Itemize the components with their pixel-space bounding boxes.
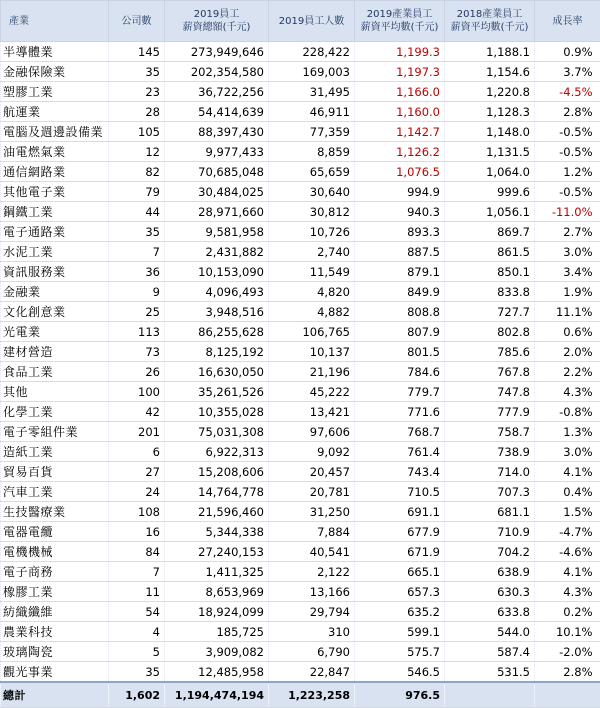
cell-companies: 54: [109, 602, 165, 622]
cell-avg-2019: 1,126.2: [355, 142, 445, 162]
cell-companies: 7: [109, 242, 165, 262]
cell-avg-2018: 785.6: [445, 342, 535, 362]
total-growth: [535, 682, 600, 708]
cell-growth: 2.7%: [535, 222, 600, 242]
cell-companies: 12: [109, 142, 165, 162]
cell-industry: 電子零組件業: [1, 422, 109, 442]
total-avg-2018: [445, 682, 535, 708]
cell-companies: 4: [109, 622, 165, 642]
cell-growth: 0.6%: [535, 322, 600, 342]
table-row: [1, 522, 600, 542]
cell-employees-2019: 40,541: [269, 542, 355, 562]
table-row: [1, 382, 600, 402]
cell-employees-2019: 228,422: [269, 42, 355, 62]
cell-companies: 82: [109, 162, 165, 182]
cell-growth: -4.6%: [535, 542, 600, 562]
cell-avg-2018: 861.5: [445, 242, 535, 262]
cell-total-salary-2019: 88,397,430: [165, 122, 269, 142]
cell-companies: 100: [109, 382, 165, 402]
cell-avg-2018: 850.1: [445, 262, 535, 282]
table-row: [1, 662, 600, 683]
cell-industry: 建材營造: [1, 342, 109, 362]
cell-companies: 145: [109, 42, 165, 62]
cell-industry: 文化創意業: [1, 302, 109, 322]
cell-avg-2019: 887.5: [355, 242, 445, 262]
cell-employees-2019: 10,137: [269, 342, 355, 362]
cell-avg-2019: 1,076.5: [355, 162, 445, 182]
header-employees-2019: 2019員工人數: [269, 1, 355, 42]
cell-total-salary-2019: 185,725: [165, 622, 269, 642]
cell-employees-2019: 13,166: [269, 582, 355, 602]
cell-growth: -11.0%: [535, 202, 600, 222]
table-row: [1, 482, 600, 502]
cell-employees-2019: 31,250: [269, 502, 355, 522]
cell-employees-2019: 21,196: [269, 362, 355, 382]
cell-industry: 油電燃氣業: [1, 142, 109, 162]
cell-growth: 2.8%: [535, 102, 600, 122]
cell-total-salary-2019: 273,949,646: [165, 42, 269, 62]
cell-avg-2018: 1,128.3: [445, 102, 535, 122]
cell-total-salary-2019: 202,354,580: [165, 62, 269, 82]
cell-total-salary-2019: 8,125,192: [165, 342, 269, 362]
cell-employees-2019: 10,726: [269, 222, 355, 242]
cell-avg-2019: 784.6: [355, 362, 445, 382]
cell-growth: -0.5%: [535, 182, 600, 202]
cell-companies: 16: [109, 522, 165, 542]
cell-employees-2019: 65,659: [269, 162, 355, 182]
cell-employees-2019: 6,790: [269, 642, 355, 662]
table-row: [1, 202, 600, 222]
cell-total-salary-2019: 86,255,628: [165, 322, 269, 342]
cell-avg-2019: 691.1: [355, 502, 445, 522]
cell-avg-2019: 768.7: [355, 422, 445, 442]
cell-avg-2019: 657.3: [355, 582, 445, 602]
cell-avg-2019: 801.5: [355, 342, 445, 362]
cell-employees-2019: 106,765: [269, 322, 355, 342]
cell-employees-2019: 4,882: [269, 302, 355, 322]
cell-industry: 汽車工業: [1, 482, 109, 502]
cell-industry: 光電業: [1, 322, 109, 342]
cell-avg-2019: 743.4: [355, 462, 445, 482]
cell-industry: 電子通路業: [1, 222, 109, 242]
cell-avg-2019: 808.8: [355, 302, 445, 322]
cell-total-salary-2019: 1,411,325: [165, 562, 269, 582]
cell-avg-2019: 807.9: [355, 322, 445, 342]
total-row: [1, 682, 600, 708]
cell-total-salary-2019: 12,485,958: [165, 662, 269, 683]
cell-growth: 4.3%: [535, 582, 600, 602]
table-row: [1, 122, 600, 142]
cell-industry: 電腦及週邊設備業: [1, 122, 109, 142]
header-total-salary-2019: 2019員工 薪資總額(千元): [165, 1, 269, 42]
cell-avg-2018: 1,148.0: [445, 122, 535, 142]
cell-avg-2019: 1,197.3: [355, 62, 445, 82]
cell-avg-2018: 1,154.6: [445, 62, 535, 82]
cell-employees-2019: 7,884: [269, 522, 355, 542]
cell-total-salary-2019: 36,722,256: [165, 82, 269, 102]
cell-employees-2019: 310: [269, 622, 355, 642]
cell-growth: 3.0%: [535, 442, 600, 462]
cell-companies: 113: [109, 322, 165, 342]
cell-growth: 2.0%: [535, 342, 600, 362]
cell-avg-2018: 630.3: [445, 582, 535, 602]
cell-growth: 10.1%: [535, 622, 600, 642]
cell-avg-2019: 779.7: [355, 382, 445, 402]
cell-industry: 化學工業: [1, 402, 109, 422]
table-row: [1, 242, 600, 262]
cell-total-salary-2019: 10,355,028: [165, 402, 269, 422]
cell-companies: 6: [109, 442, 165, 462]
table-row: [1, 602, 600, 622]
cell-companies: 11: [109, 582, 165, 602]
table-row: [1, 362, 600, 382]
cell-companies: 73: [109, 342, 165, 362]
cell-industry: 電器電纜: [1, 522, 109, 542]
cell-companies: 26: [109, 362, 165, 382]
cell-avg-2018: 707.3: [445, 482, 535, 502]
cell-employees-2019: 4,820: [269, 282, 355, 302]
cell-total-salary-2019: 10,153,090: [165, 262, 269, 282]
cell-total-salary-2019: 28,971,660: [165, 202, 269, 222]
cell-avg-2018: 1,056.1: [445, 202, 535, 222]
cell-companies: 25: [109, 302, 165, 322]
cell-industry: 橡膠工業: [1, 582, 109, 602]
cell-employees-2019: 46,911: [269, 102, 355, 122]
cell-avg-2019: 940.3: [355, 202, 445, 222]
cell-avg-2018: 802.8: [445, 322, 535, 342]
cell-companies: 36: [109, 262, 165, 282]
cell-total-salary-2019: 5,344,338: [165, 522, 269, 542]
cell-avg-2019: 849.9: [355, 282, 445, 302]
cell-total-salary-2019: 6,922,313: [165, 442, 269, 462]
table-row: [1, 542, 600, 562]
table-row: [1, 462, 600, 482]
table-row: [1, 222, 600, 242]
cell-avg-2018: 633.8: [445, 602, 535, 622]
table-row: [1, 302, 600, 322]
cell-avg-2019: 1,166.0: [355, 82, 445, 102]
cell-avg-2019: 710.5: [355, 482, 445, 502]
cell-employees-2019: 2,740: [269, 242, 355, 262]
cell-companies: 84: [109, 542, 165, 562]
table-row: [1, 402, 600, 422]
cell-avg-2018: 758.7: [445, 422, 535, 442]
cell-growth: 0.4%: [535, 482, 600, 502]
table-row: [1, 322, 600, 342]
header-companies: 公司數: [109, 1, 165, 42]
table-row: [1, 442, 600, 462]
cell-industry: 電機機械: [1, 542, 109, 562]
cell-avg-2018: 727.7: [445, 302, 535, 322]
cell-industry: 農業科技: [1, 622, 109, 642]
cell-growth: 3.0%: [535, 242, 600, 262]
cell-growth: 0.9%: [535, 42, 600, 62]
cell-companies: 9: [109, 282, 165, 302]
cell-industry: 電子商務: [1, 562, 109, 582]
cell-avg-2019: 677.9: [355, 522, 445, 542]
total-avg-2019: 976.5: [355, 682, 445, 708]
cell-industry: 金融業: [1, 282, 109, 302]
cell-avg-2019: 1,160.0: [355, 102, 445, 122]
total-companies: 1,602: [109, 682, 165, 708]
cell-avg-2019: 635.2: [355, 602, 445, 622]
cell-avg-2018: 1,131.5: [445, 142, 535, 162]
table-row: [1, 102, 600, 122]
cell-avg-2019: 893.3: [355, 222, 445, 242]
cell-total-salary-2019: 75,031,308: [165, 422, 269, 442]
table-row: [1, 642, 600, 662]
cell-industry: 金融保險業: [1, 62, 109, 82]
cell-employees-2019: 30,640: [269, 182, 355, 202]
cell-industry: 資訊服務業: [1, 262, 109, 282]
cell-avg-2019: 671.9: [355, 542, 445, 562]
cell-industry: 塑膠工業: [1, 82, 109, 102]
cell-companies: 35: [109, 222, 165, 242]
cell-growth: -0.5%: [535, 142, 600, 162]
cell-avg-2019: 879.1: [355, 262, 445, 282]
cell-employees-2019: 9,092: [269, 442, 355, 462]
cell-employees-2019: 97,606: [269, 422, 355, 442]
cell-total-salary-2019: 3,948,516: [165, 302, 269, 322]
cell-growth: 1.2%: [535, 162, 600, 182]
cell-companies: 27: [109, 462, 165, 482]
cell-avg-2018: 544.0: [445, 622, 535, 642]
table-row: [1, 342, 600, 362]
table-row: [1, 42, 600, 62]
cell-industry: 半導體業: [1, 42, 109, 62]
cell-total-salary-2019: 21,596,460: [165, 502, 269, 522]
cell-growth: -4.7%: [535, 522, 600, 542]
cell-avg-2018: 738.9: [445, 442, 535, 462]
cell-industry: 食品工業: [1, 362, 109, 382]
cell-growth: 1.3%: [535, 422, 600, 442]
cell-companies: 105: [109, 122, 165, 142]
cell-employees-2019: 13,421: [269, 402, 355, 422]
cell-industry: 航運業: [1, 102, 109, 122]
header-growth: 成長率: [535, 1, 600, 42]
cell-employees-2019: 31,495: [269, 82, 355, 102]
total-employees-2019: 1,223,258: [269, 682, 355, 708]
cell-employees-2019: 169,003: [269, 62, 355, 82]
table-row: [1, 262, 600, 282]
cell-avg-2019: 1,199.3: [355, 42, 445, 62]
cell-avg-2018: 1,188.1: [445, 42, 535, 62]
cell-total-salary-2019: 9,977,433: [165, 142, 269, 162]
cell-growth: -0.5%: [535, 122, 600, 142]
cell-avg-2019: 771.6: [355, 402, 445, 422]
table-row: [1, 622, 600, 642]
cell-industry: 水泥工業: [1, 242, 109, 262]
cell-avg-2018: 999.6: [445, 182, 535, 202]
cell-employees-2019: 20,457: [269, 462, 355, 482]
cell-employees-2019: 29,794: [269, 602, 355, 622]
cell-industry: 鋼鐵工業: [1, 202, 109, 222]
cell-employees-2019: 2,122: [269, 562, 355, 582]
cell-growth: 4.1%: [535, 562, 600, 582]
total-label: 總計: [1, 682, 109, 708]
cell-companies: 7: [109, 562, 165, 582]
cell-companies: 42: [109, 402, 165, 422]
cell-growth: 11.1%: [535, 302, 600, 322]
cell-growth: 1.5%: [535, 502, 600, 522]
cell-industry: 貿易百貨: [1, 462, 109, 482]
cell-companies: 24: [109, 482, 165, 502]
cell-growth: 3.7%: [535, 62, 600, 82]
cell-avg-2018: 777.9: [445, 402, 535, 422]
cell-avg-2018: 587.4: [445, 642, 535, 662]
cell-companies: 23: [109, 82, 165, 102]
table-row: [1, 282, 600, 302]
cell-avg-2019: 546.5: [355, 662, 445, 683]
header-industry: 產業: [1, 1, 109, 42]
cell-industry: 紡織纖維: [1, 602, 109, 622]
cell-avg-2018: 704.2: [445, 542, 535, 562]
cell-companies: 35: [109, 662, 165, 683]
cell-total-salary-2019: 14,764,778: [165, 482, 269, 502]
cell-avg-2018: 1,220.8: [445, 82, 535, 102]
cell-avg-2018: 869.7: [445, 222, 535, 242]
cell-growth: 1.9%: [535, 282, 600, 302]
cell-avg-2018: 747.8: [445, 382, 535, 402]
cell-companies: 28: [109, 102, 165, 122]
cell-industry: 通信網路業: [1, 162, 109, 182]
cell-total-salary-2019: 15,208,606: [165, 462, 269, 482]
cell-avg-2018: 681.1: [445, 502, 535, 522]
table-row: [1, 182, 600, 202]
cell-avg-2018: 710.9: [445, 522, 535, 542]
cell-growth: 3.4%: [535, 262, 600, 282]
cell-avg-2019: 575.7: [355, 642, 445, 662]
cell-total-salary-2019: 54,414,639: [165, 102, 269, 122]
cell-companies: 44: [109, 202, 165, 222]
cell-total-salary-2019: 3,909,082: [165, 642, 269, 662]
cell-total-salary-2019: 2,431,882: [165, 242, 269, 262]
cell-employees-2019: 30,812: [269, 202, 355, 222]
cell-total-salary-2019: 18,924,099: [165, 602, 269, 622]
cell-total-salary-2019: 30,484,025: [165, 182, 269, 202]
total-salary-2019: 1,194,474,194: [165, 682, 269, 708]
cell-avg-2018: 714.0: [445, 462, 535, 482]
cell-employees-2019: 11,549: [269, 262, 355, 282]
cell-growth: 2.2%: [535, 362, 600, 382]
cell-avg-2018: 1,064.0: [445, 162, 535, 182]
cell-companies: 108: [109, 502, 165, 522]
table-row: [1, 162, 600, 182]
header-row: [1, 1, 600, 42]
cell-total-salary-2019: 35,261,526: [165, 382, 269, 402]
cell-total-salary-2019: 70,685,048: [165, 162, 269, 182]
cell-growth: -0.8%: [535, 402, 600, 422]
cell-growth: 0.2%: [535, 602, 600, 622]
cell-avg-2019: 1,142.7: [355, 122, 445, 142]
cell-avg-2018: 767.8: [445, 362, 535, 382]
table-row: [1, 562, 600, 582]
cell-avg-2019: 599.1: [355, 622, 445, 642]
cell-employees-2019: 20,781: [269, 482, 355, 502]
cell-total-salary-2019: 27,240,153: [165, 542, 269, 562]
cell-avg-2019: 665.1: [355, 562, 445, 582]
cell-companies: 5: [109, 642, 165, 662]
cell-companies: 79: [109, 182, 165, 202]
cell-industry: 其他電子業: [1, 182, 109, 202]
cell-companies: 201: [109, 422, 165, 442]
cell-avg-2018: 638.9: [445, 562, 535, 582]
cell-growth: -4.5%: [535, 82, 600, 102]
table-row: [1, 582, 600, 602]
cell-avg-2019: 761.4: [355, 442, 445, 462]
cell-employees-2019: 45,222: [269, 382, 355, 402]
header-avg-2019: 2019產業員工 薪資平均數(千元): [355, 1, 445, 42]
cell-industry: 觀光事業: [1, 662, 109, 683]
table-row: [1, 422, 600, 442]
cell-total-salary-2019: 8,653,969: [165, 582, 269, 602]
cell-companies: 35: [109, 62, 165, 82]
cell-industry: 生技醫療業: [1, 502, 109, 522]
cell-growth: 2.8%: [535, 662, 600, 683]
table-row: [1, 62, 600, 82]
table-row: [1, 142, 600, 162]
cell-industry: 造紙工業: [1, 442, 109, 462]
header-avg-2018: 2018產業員工 薪資平均數(千元): [445, 1, 535, 42]
cell-industry: 玻璃陶瓷: [1, 642, 109, 662]
cell-employees-2019: 8,859: [269, 142, 355, 162]
table-row: [1, 82, 600, 102]
table-row: [1, 502, 600, 522]
cell-avg-2019: 994.9: [355, 182, 445, 202]
cell-avg-2018: 833.8: [445, 282, 535, 302]
cell-total-salary-2019: 4,096,493: [165, 282, 269, 302]
cell-total-salary-2019: 9,581,958: [165, 222, 269, 242]
cell-industry: 其他: [1, 382, 109, 402]
cell-growth: 4.3%: [535, 382, 600, 402]
cell-employees-2019: 77,359: [269, 122, 355, 142]
cell-growth: -2.0%: [535, 642, 600, 662]
cell-avg-2018: 531.5: [445, 662, 535, 683]
cell-employees-2019: 22,847: [269, 662, 355, 683]
cell-total-salary-2019: 16,630,050: [165, 362, 269, 382]
cell-growth: 4.1%: [535, 462, 600, 482]
